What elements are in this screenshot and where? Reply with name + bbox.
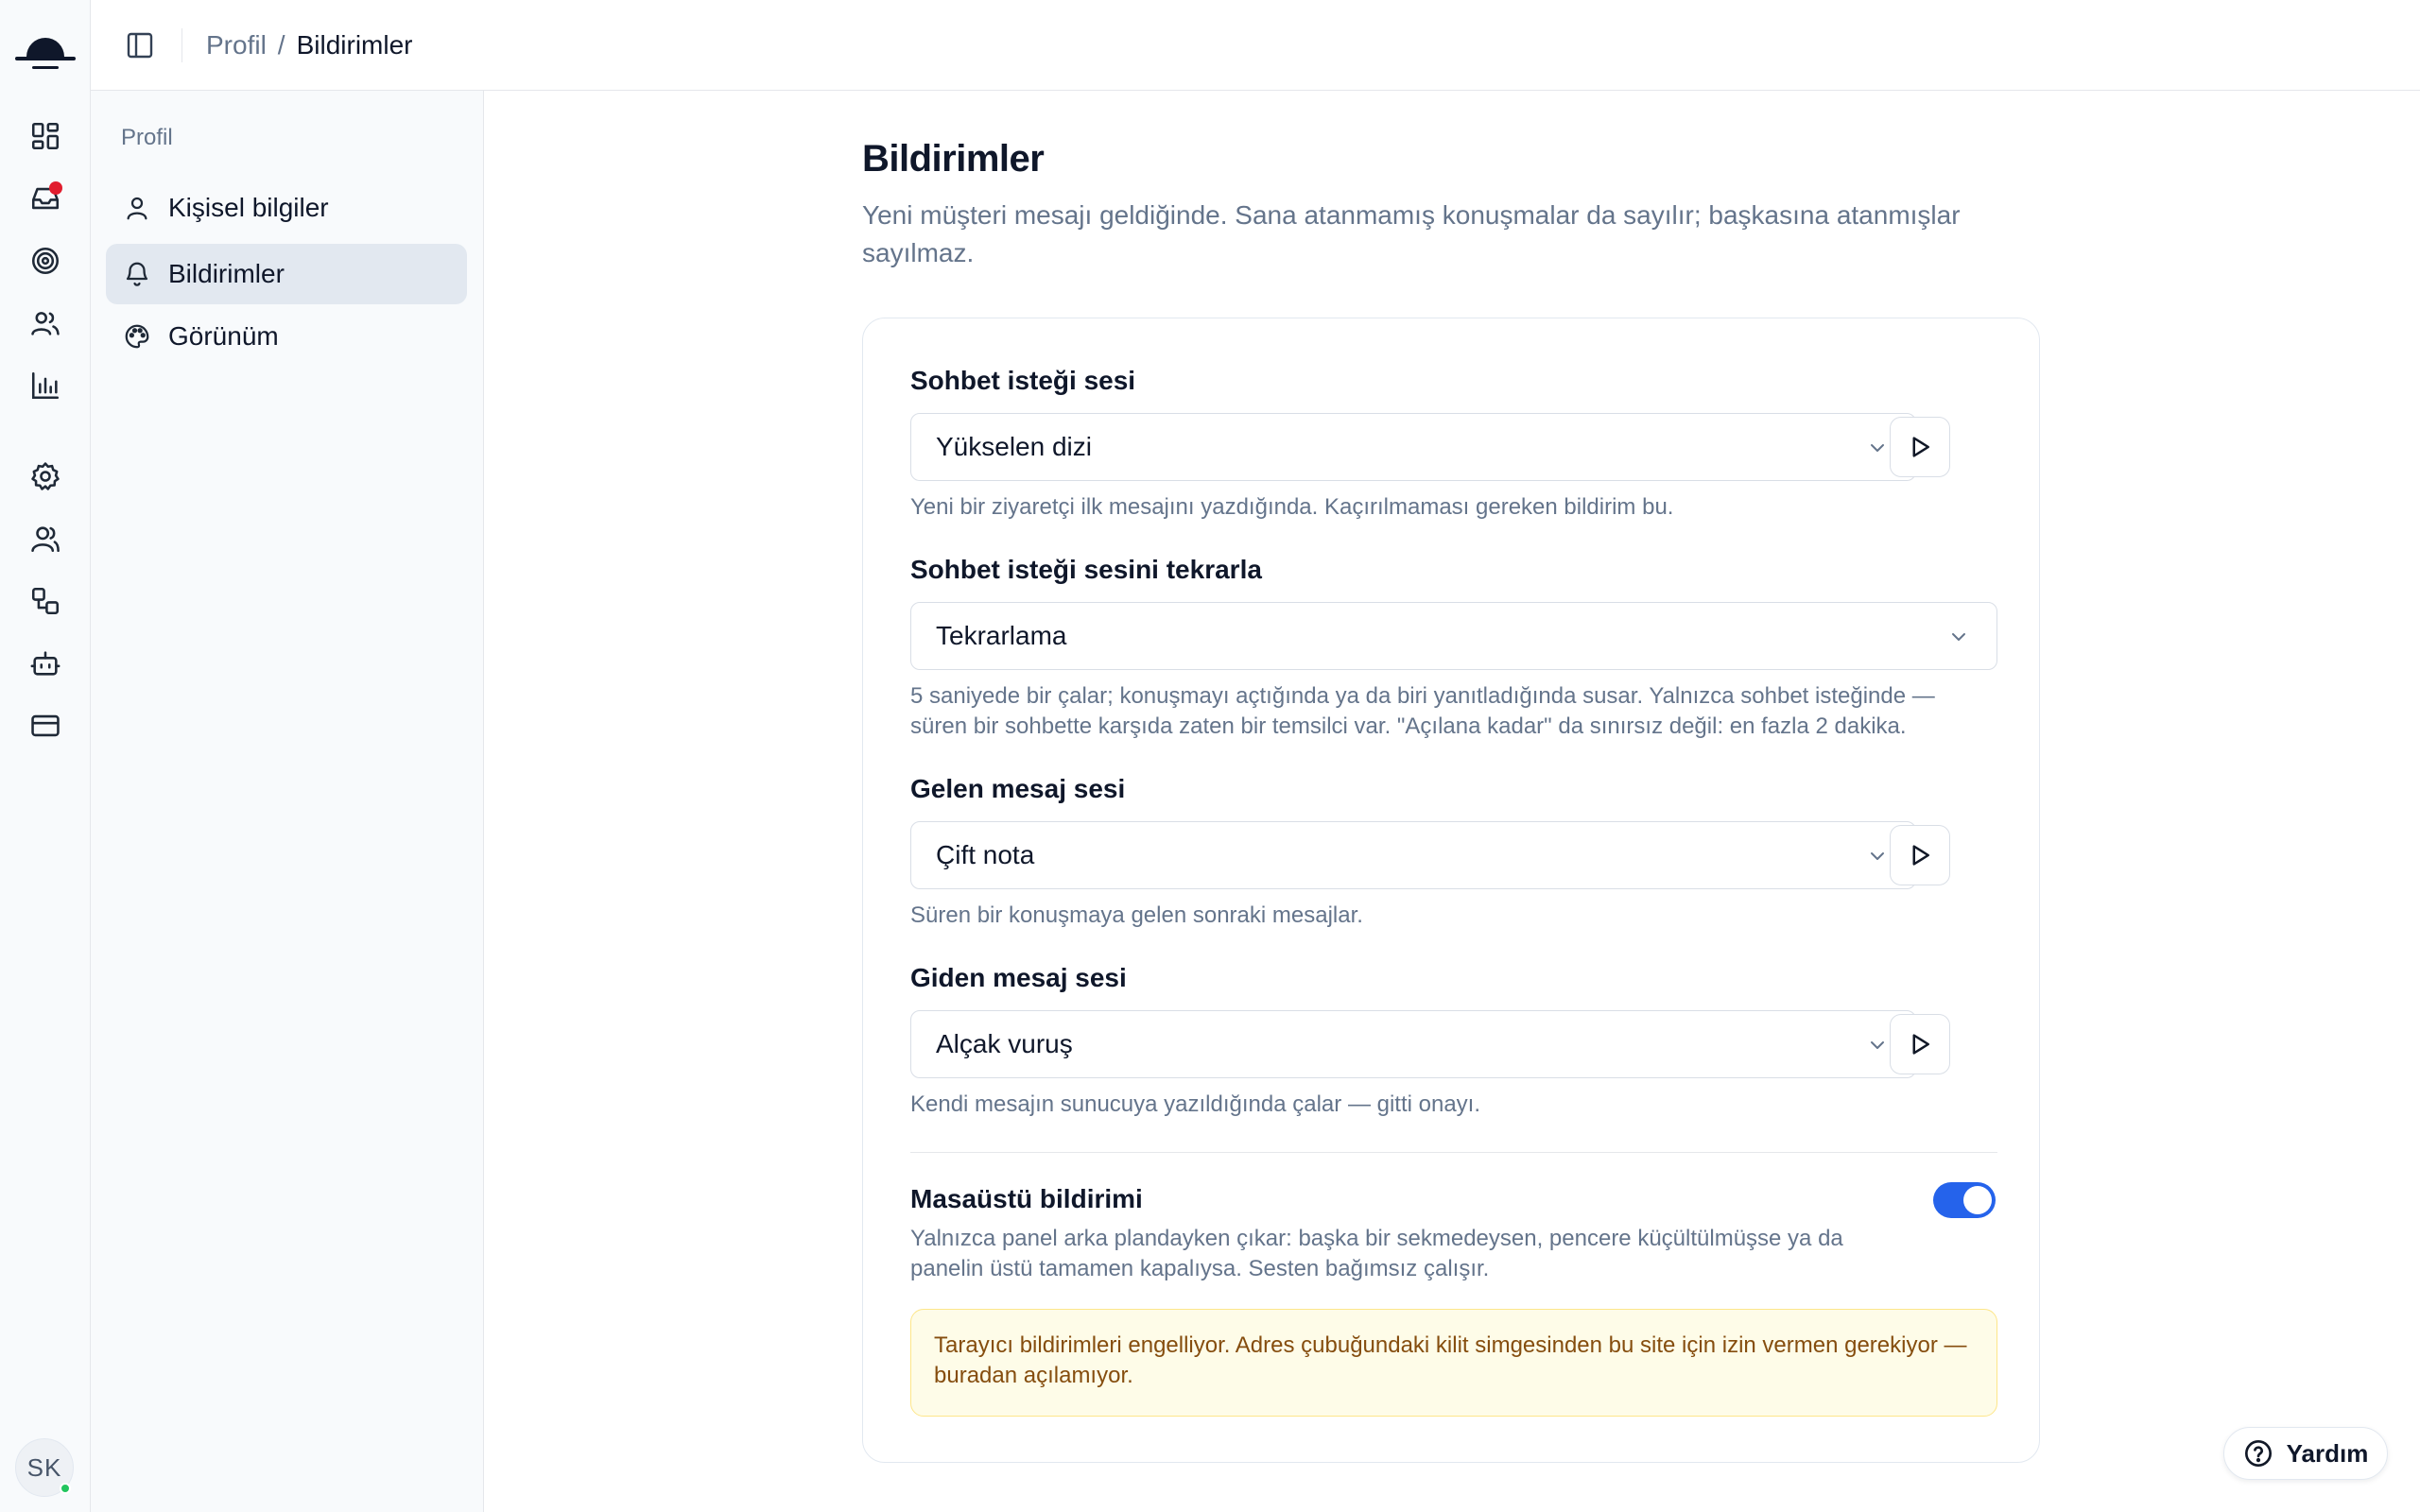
- incoming-message-sound-help: Süren bir konuşmaya gelen sonraki mesajlar.: [910, 902, 1363, 928]
- chevron-down-icon: [1947, 626, 1970, 648]
- palette-icon: [123, 322, 151, 351]
- browser-permission-warning: Tarayıcı bildirimleri engelliyor. Adres çubuğundaki kilit simgesinden bu site için izin vermen gerekiyor — buradan açılamıyor.: [910, 1309, 1997, 1417]
- page-description: Yeni müşteri mesajı geldiğinde. Sana atanmamış konuşmalar da sayılır; başkasına atanmışlar sayılmaz.: [862, 200, 1961, 267]
- select-value: Tekrarlama: [936, 621, 1067, 650]
- desktop-notification-toggle[interactable]: [1933, 1182, 1996, 1218]
- sidebar-toggle-button[interactable]: [119, 25, 161, 66]
- topbar: [91, 0, 2420, 91]
- desktop-notification-label: Masaüstü bildirimi: [910, 1184, 1143, 1213]
- avatar[interactable]: [15, 1438, 74, 1497]
- subnav-item-label: Kişisel bilgiler: [168, 193, 329, 222]
- select-value: Alçak vuruş: [936, 1029, 1073, 1058]
- settings-icon[interactable]: [23, 454, 68, 499]
- subnav-heading: Profil: [121, 125, 173, 150]
- chat-request-sound-help: Yeni bir ziyaretçi ilk mesajını yazdığında. Kaçırılmaması gereken bildirim bu.: [910, 494, 1674, 520]
- subnav-item-notifications[interactable]: [106, 244, 467, 304]
- play-icon: [1906, 1030, 1934, 1058]
- brand-logo[interactable]: [13, 19, 78, 72]
- workflow-icon[interactable]: [23, 578, 68, 624]
- bell-icon: [123, 260, 151, 288]
- chat-request-repeat-help: [910, 681, 2007, 742]
- chevron-down-icon: [1866, 1034, 1889, 1057]
- bot-icon[interactable]: [23, 641, 68, 686]
- subnav-item-personal-info[interactable]: [106, 178, 467, 238]
- dashboard-icon[interactable]: [23, 113, 68, 159]
- chat-request-sound-label: Sohbet isteği sesi: [910, 366, 1136, 395]
- select-value: Çift nota: [936, 840, 1035, 869]
- unread-badge: [49, 181, 62, 195]
- breadcrumb: [206, 28, 412, 62]
- target-icon[interactable]: [23, 238, 68, 284]
- subnav-item-appearance[interactable]: [106, 306, 467, 367]
- play-icon: [1906, 433, 1934, 461]
- page-title: Bildirimler: [862, 138, 1045, 180]
- inbox-icon[interactable]: [23, 176, 68, 221]
- desktop-notification-help: Yalnızca panel arka plandayken çıkar: başka bir sekmedeysen, pencere küçültülmüşse ya da panelin üstü tamamen kapalıysa. Sesten bağımsız çalışır.: [910, 1226, 1843, 1281]
- breadcrumb-parent-link[interactable]: Profil: [206, 30, 267, 60]
- avatar-initials: SK: [26, 1452, 62, 1482]
- toggle-knob: [1963, 1186, 1992, 1214]
- breadcrumb-current: Bildirimler: [296, 30, 413, 60]
- help-button[interactable]: [2223, 1427, 2388, 1480]
- bar-chart-icon[interactable]: [23, 363, 68, 408]
- outgoing-message-sound-select[interactable]: [910, 1010, 1916, 1078]
- chat-request-repeat-label: Sohbet isteği sesini tekrarla: [910, 555, 1262, 584]
- chat-request-repeat-select[interactable]: [910, 602, 1997, 670]
- section-divider: [910, 1152, 1997, 1153]
- chevron-down-icon: [1866, 437, 1889, 459]
- select-value: Yükselen dizi: [936, 432, 1092, 461]
- play-icon: [1906, 841, 1934, 869]
- incoming-message-sound-play-button[interactable]: [1890, 825, 1950, 885]
- team-icon[interactable]: [23, 516, 68, 561]
- incoming-message-sound-label: Gelen mesaj sesi: [910, 774, 1126, 803]
- subnav-item-label: Bildirimler: [168, 259, 285, 288]
- app-rail: [0, 0, 91, 1512]
- outgoing-message-sound-help: Kendi mesajın sunucuya yazıldığında çalar — gitti onayı.: [910, 1091, 1480, 1117]
- help-line: süren bir sohbette karşıda zaten bir temsilci var. "Açılana kadar" da sınırsız değil: en fazla 2 dakika.: [910, 713, 1907, 739]
- outgoing-message-sound-play-button[interactable]: [1890, 1014, 1950, 1074]
- outgoing-message-sound-label: Giden mesaj sesi: [910, 963, 1127, 992]
- incoming-message-sound-select[interactable]: [910, 821, 1916, 889]
- help-line: 5 saniyede bir çalar; konuşmayı açtığında ya da biri yanıtladığında susar. Yalnızca sohbet isteğinde —: [910, 683, 1935, 709]
- credit-card-icon[interactable]: [23, 703, 68, 748]
- help-circle-icon: [2243, 1438, 2273, 1469]
- profile-subnav: [91, 91, 484, 1512]
- panel-left-icon: [125, 30, 155, 60]
- subnav-item-label: Görünüm: [168, 321, 279, 351]
- chevron-down-icon: [1866, 845, 1889, 868]
- notification-settings-card: [862, 318, 2040, 1463]
- chat-request-sound-select[interactable]: [910, 413, 1916, 481]
- help-button-label: Yardım: [2286, 1438, 2369, 1468]
- breadcrumb-separator: /: [277, 30, 285, 60]
- users-icon[interactable]: [23, 301, 68, 346]
- online-status-dot: [60, 1483, 71, 1494]
- chat-request-sound-play-button[interactable]: [1890, 417, 1950, 477]
- user-icon: [123, 194, 151, 222]
